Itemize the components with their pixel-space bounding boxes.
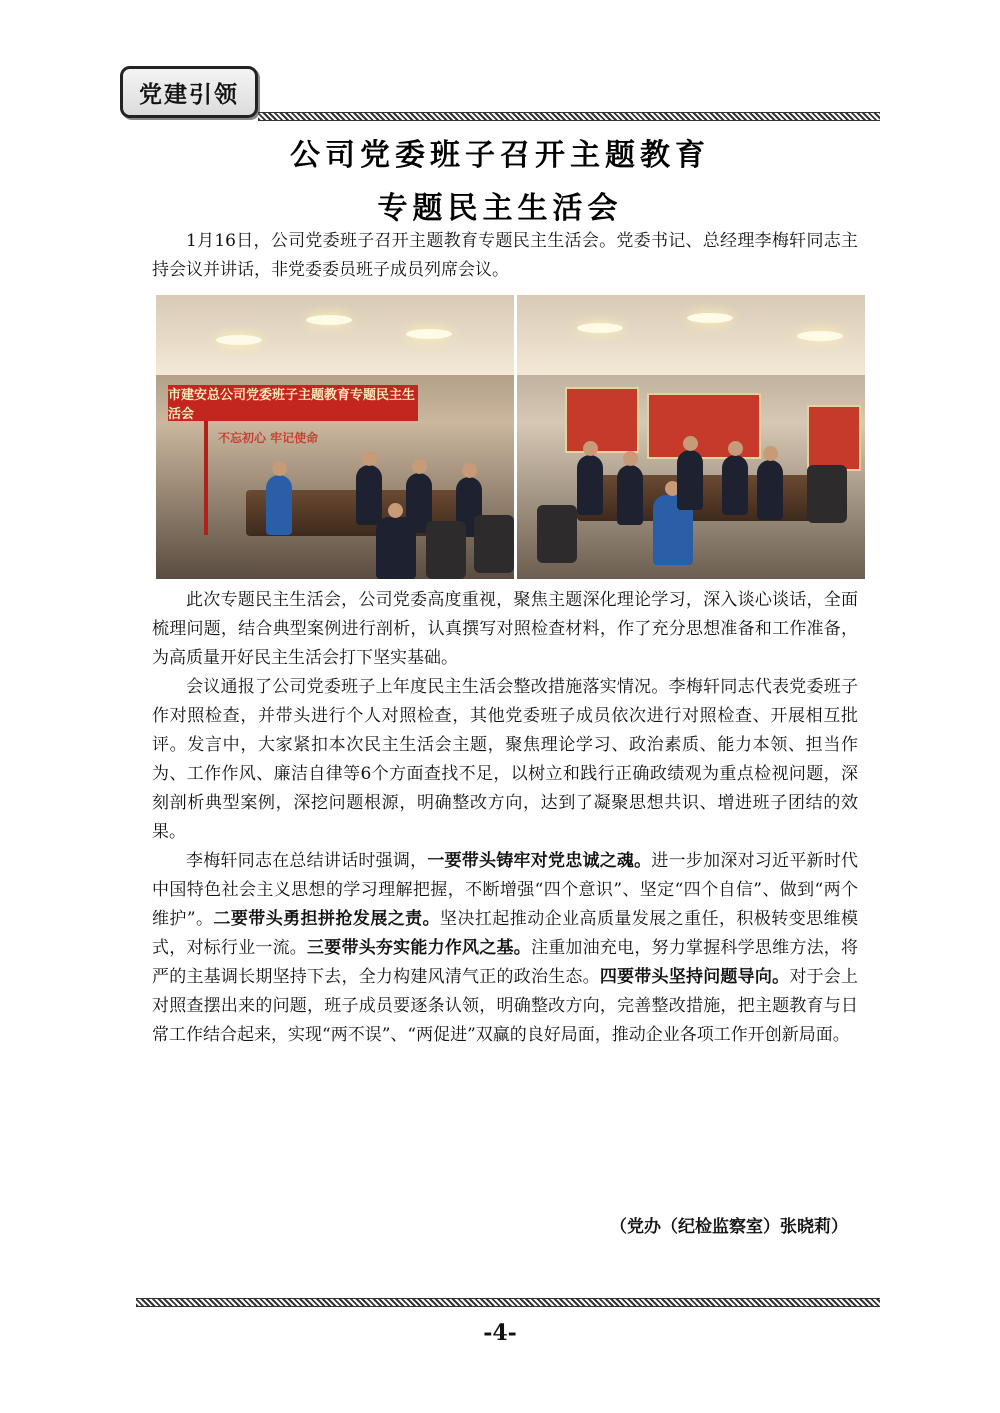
chair [474,515,514,573]
p3-text-1: 李梅轩同志在总结讲话时强调， [186,851,428,871]
ceiling-lamp [577,323,623,333]
ceiling [156,295,514,375]
p3-bold-2: 二要带头勇担拼抢发展之责。 [213,909,441,929]
header-rule [258,112,880,121]
page-number: -4- [483,1320,517,1346]
article-body [152,586,858,1050]
body-paragraph-2: 会议通报了公司党委班子上年度民主生活会整改措施落实情况。李梅轩同志代表党委班子作对照检查，并带头进行个人对照检查，其他党委班子成员依次进行对照检查、开展相互批评。发言中，大家紧扣本次民主生活会主题，聚焦理论学习、政治素质、能力本领、担当作为、工作作风、廉洁自律等6个方面查找不足，以树立和践行正确政绩观为重点检视问题，深刻剖析典型案例，深挖问题根源，明确整改方向，达到了凝聚思想共识、增进班子团结的效果。 [152,677,858,842]
p3-text-2: 进一步加深对习近平新时代中国特色社会主义思想的学习理解把握，不断增强“四个意识”、坚定“四个自信”、做到“两个维护”。 [152,851,859,929]
flag-pole [204,415,208,535]
intro-block [152,227,858,285]
meeting-banner: 市建安总公司党委班子主题教育专题民主生活会 [168,385,418,421]
p3-bold-4: 四要带头坚持问题导向。 [599,967,790,987]
ceiling-lamp [687,313,733,323]
wall-slogan: 不忘初心 牢记使命 [218,431,319,445]
attendee [757,460,783,520]
author-signature: （党办（纪检监察室）张晓莉） [610,1217,848,1237]
attendee [376,517,416,579]
chair [807,465,847,523]
section-label: 党建引领 [139,81,239,108]
wall-board [647,393,761,459]
wall-board [807,405,861,471]
attendee [356,465,382,525]
meeting-photo-left [156,295,514,579]
p3-text-5: 对于会上对照查摆出来的问题，班子成员要逐条认领，明确整改方向，完善整改措施，把主题教育与日常工作结合起来，实现“两不误”、“两促进”双赢的良好局面，推动企业各项工作开创新局面。 [152,967,859,1045]
ceiling-lamp [797,331,843,341]
footer-rule [136,1298,880,1307]
wall-board [565,387,639,453]
attendee [617,465,643,525]
body-paragraph-3 [152,847,858,1050]
p3-text-3: 坚决扛起推动企业高质量发展之重任，积极转变思维模式，对标行业一流。 [152,909,858,958]
ceiling-lamp [406,329,452,339]
ceiling-lamp [216,335,262,345]
section-tab [120,66,258,118]
ceiling-lamp [306,315,352,325]
intro-paragraph: 1月16日，公司党委班子召开主题教育专题民主生活会。党委书记、总经理李梅轩同志主持会议并讲话，非党委委员班子成员列席会议。 [152,231,858,280]
meeting-photos [156,295,865,579]
attendee [722,455,748,515]
body-paragraph-1: 此次专题民主生活会，公司党委高度重视，聚焦主题深化理论学习，深入谈心谈话，全面梳理问题，结合典型案例进行剖析，认真撰写对照检查材料，作了充分思想准备和工作准备，为高质量开好民主生活会打下坚实基础。 [152,590,858,668]
chair [537,505,577,563]
attendee [677,450,703,510]
attendee [266,475,292,535]
chair [426,521,466,579]
article-title-line1: 公司党委班子召开主题教育 [290,138,710,173]
attendee [577,455,603,515]
p3-bold-1: 一要带头铸牢对党忠诚之魂。 [427,851,652,871]
p3-text-4: 注重加油充电，努力掌握科学思维方法，将严的主基调长期坚持下去，全力构建风清气正的政治生态。 [152,938,859,987]
ceiling [517,295,865,375]
article-title-line2: 专题民主生活会 [377,191,623,226]
meeting-photo-right [517,295,865,579]
p3-bold-3: 三要带头夯实能力作风之基。 [307,938,531,958]
